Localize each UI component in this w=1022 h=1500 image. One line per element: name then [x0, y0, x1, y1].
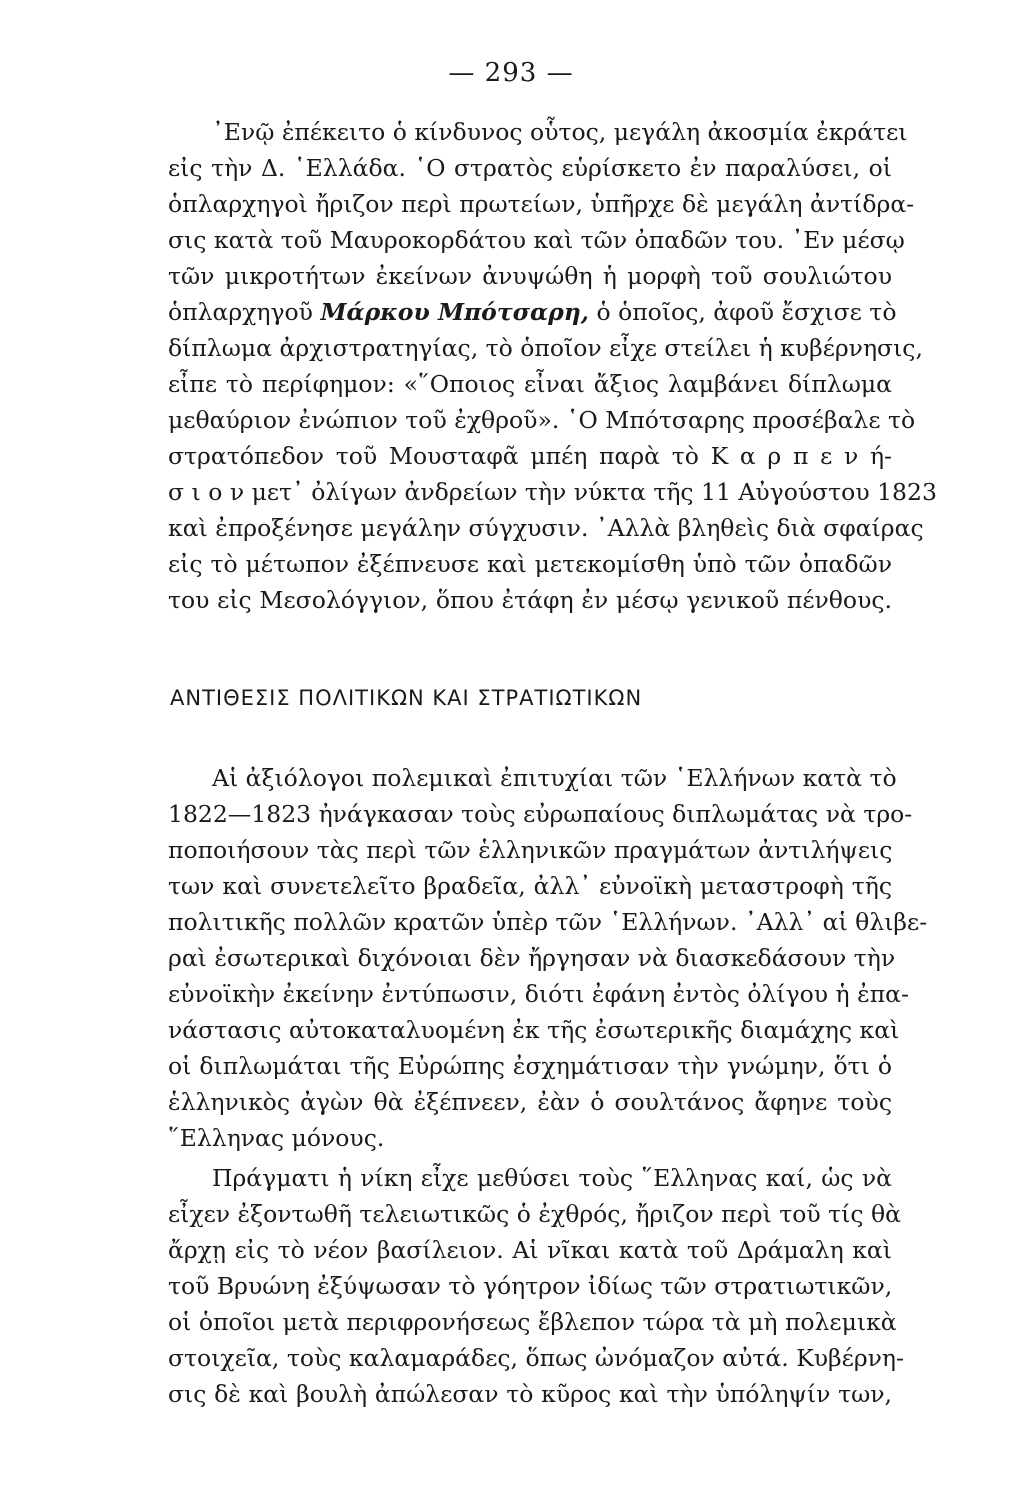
text-line: Αἱ ἀξιόλογοι πολεμικαὶ ἐπιτυχίαι τῶν ῾Ελλήνων κατὰ τὸ [212, 764, 897, 792]
text-line: ποποιήσουν τὰς περὶ τῶν ἑλληνικῶν πραγμάτων ἀντιλήψεις [168, 836, 893, 864]
text-line: στοιχεῖα, τοὺς καλαμαράδες, ὅπως ὠνόμαζον αὐτά. Κυβέρνη- [168, 1344, 904, 1372]
text-line: 1822—1823 ἠνάγκασαν τοὺς εὐρωπαίους διπλωμάτας νὰ τρο- [168, 800, 913, 828]
text-line: ἑλληνικὸς ἀγὼν θὰ ἐξέπνεεν, ἐὰν ὁ σουλτάνος ἄφηνε τοὺς [168, 1088, 892, 1116]
text-fragment: ὁ ὁποῖος, ἀφοῦ ἔσχισε τὸ [596, 298, 897, 326]
text-line: εὐνοϊκὴν ἐκείνην ἐντύπωσιν, διότι ἐφάνη ἐντὸς ὀλίγου ἡ ἐπα- [168, 980, 909, 1008]
text-line: του εἰς Μεσολόγγιον, ὅπου ἐτάφη ἐν μέσῳ γενικοῦ πένθους. [168, 586, 892, 614]
text-line: στρατόπεδον τοῦ Μουσταφᾶ μπέη παρὰ τὸ Κ α ρ π ε ν ή- [168, 442, 892, 470]
text-line: τοῦ Βρυώνη ἐξύψωσαν τὸ γόητρον ἰδίως τῶν στρατιωτικῶν, [168, 1272, 893, 1300]
text-line: σις κατὰ τοῦ Μαυροκορδάτου καὶ τῶν ὀπαδῶν του. ᾿Εν μέσῳ [168, 226, 905, 254]
text-line: καὶ ἐπροξένησε μεγάλην σύγχυσιν. ᾿Αλλὰ βληθεὶς διὰ σφαίρας [168, 514, 924, 542]
text-fragment: ὁπλαρχηγοῦ [168, 298, 313, 326]
text-line: εἶπε τὸ περίφημον: «῞Οποιος εἶναι ἄξιος λαμβάνει δίπλωμα [168, 370, 892, 398]
text-line: νάστασις αὐτοκαταλυομένη ἐκ τῆς ἐσωτερικῆς διαμάχης καὶ [168, 1016, 900, 1044]
text-line [168, 295, 897, 329]
text-line: ῞Ελληνας μόνους. [168, 1124, 385, 1152]
person-name: Μάρκου Μπότσαρη, [320, 298, 589, 326]
text-line: σις δὲ καὶ βουλὴ ἀπώλεσαν τὸ κῦρος καὶ τὴν ὑπόληψίν των, [168, 1380, 892, 1408]
page-number: — 293 — [448, 58, 574, 88]
text-line: πολιτικῆς πολλῶν κρατῶν ὑπὲρ τῶν ῾Ελλήνων. ᾿Αλλ᾿ αἱ θλιβε- [168, 908, 928, 936]
text-line: εἰς τὴν Δ. ῾Ελλάδα. ῾Ο στρατὸς εὑρίσκετο ἐν παραλύσει, οἱ [168, 154, 892, 182]
text-line: ᾿Ενῷ ἐπέκειτο ὁ κίνδυνος οὗτος, μεγάλη ἀκοσμία ἐκράτει [212, 118, 908, 146]
text-line: εἶχεν ἐξοντωθῆ τελειωτικῶς ὁ ἐχθρός, ἤριζον περὶ τοῦ τίς θὰ [168, 1200, 902, 1228]
text-line: ἄρχῃ εἰς τὸ νέον βασίλειον. Αἱ νῖκαι κατὰ τοῦ Δράμαλη καὶ [168, 1236, 892, 1264]
text-line: εἰς τὸ μέτωπον ἐξέπνευσε καὶ μετεκομίσθη ὑπὸ τῶν ὀπαδῶν [168, 550, 892, 578]
section-heading: ΑΝΤΙΘΕΣΙΣ ΠΟΛΙΤΙΚΩΝ ΚΑΙ ΣΤΡΑΤΙΩΤΙΚΩΝ [170, 686, 643, 710]
text-line: οἱ ὁποῖοι μετὰ περιφρονήσεως ἔβλεπον τώρα τὰ μὴ πολεμικὰ [168, 1308, 897, 1336]
text-line: των καὶ συνετελεῖτο βραδεῖα, ἀλλ᾿ εὐνοϊκὴ μεταστροφὴ τῆς [168, 872, 892, 900]
text-line: οἱ διπλωμάται τῆς Εὐρώπης ἐσχημάτισαν τὴν γνώμην, ὅτι ὁ [168, 1052, 892, 1080]
text-line: ὁπλαρχηγοὶ ἤριζον περὶ πρωτείων, ὑπῆρχε δὲ μεγάλη ἀντίδρα- [168, 190, 915, 218]
text-line: Πράγματι ἡ νίκη εἶχε μεθύσει τοὺς ῞Ελληνας καί, ὡς νὰ [212, 1164, 892, 1192]
text-line: σ ι ο ν μετ᾿ ὀλίγων ἀνδρείων τὴν νύκτα τῆς 11 Αὐγούστου 1823 [168, 478, 937, 506]
text-line: τῶν μικροτήτων ἐκείνων ἀνυψώθη ἡ μορφὴ τοῦ σουλιώτου [168, 262, 892, 290]
text-line: ραὶ ἐσωτερικαὶ διχόνοιαι δὲν ἤργησαν νὰ διασκεδάσουν τὴν [168, 944, 896, 972]
text-line: μεθαύριον ἐνώπιον τοῦ ἐχθροῦ». ῾Ο Μπότσαρης προσέβαλε τὸ [168, 406, 916, 434]
text-line: δίπλωμα ἀρχιστρατηγίας, τὸ ὁποῖον εἶχε στείλει ἡ κυβέρνησις, [168, 334, 923, 362]
